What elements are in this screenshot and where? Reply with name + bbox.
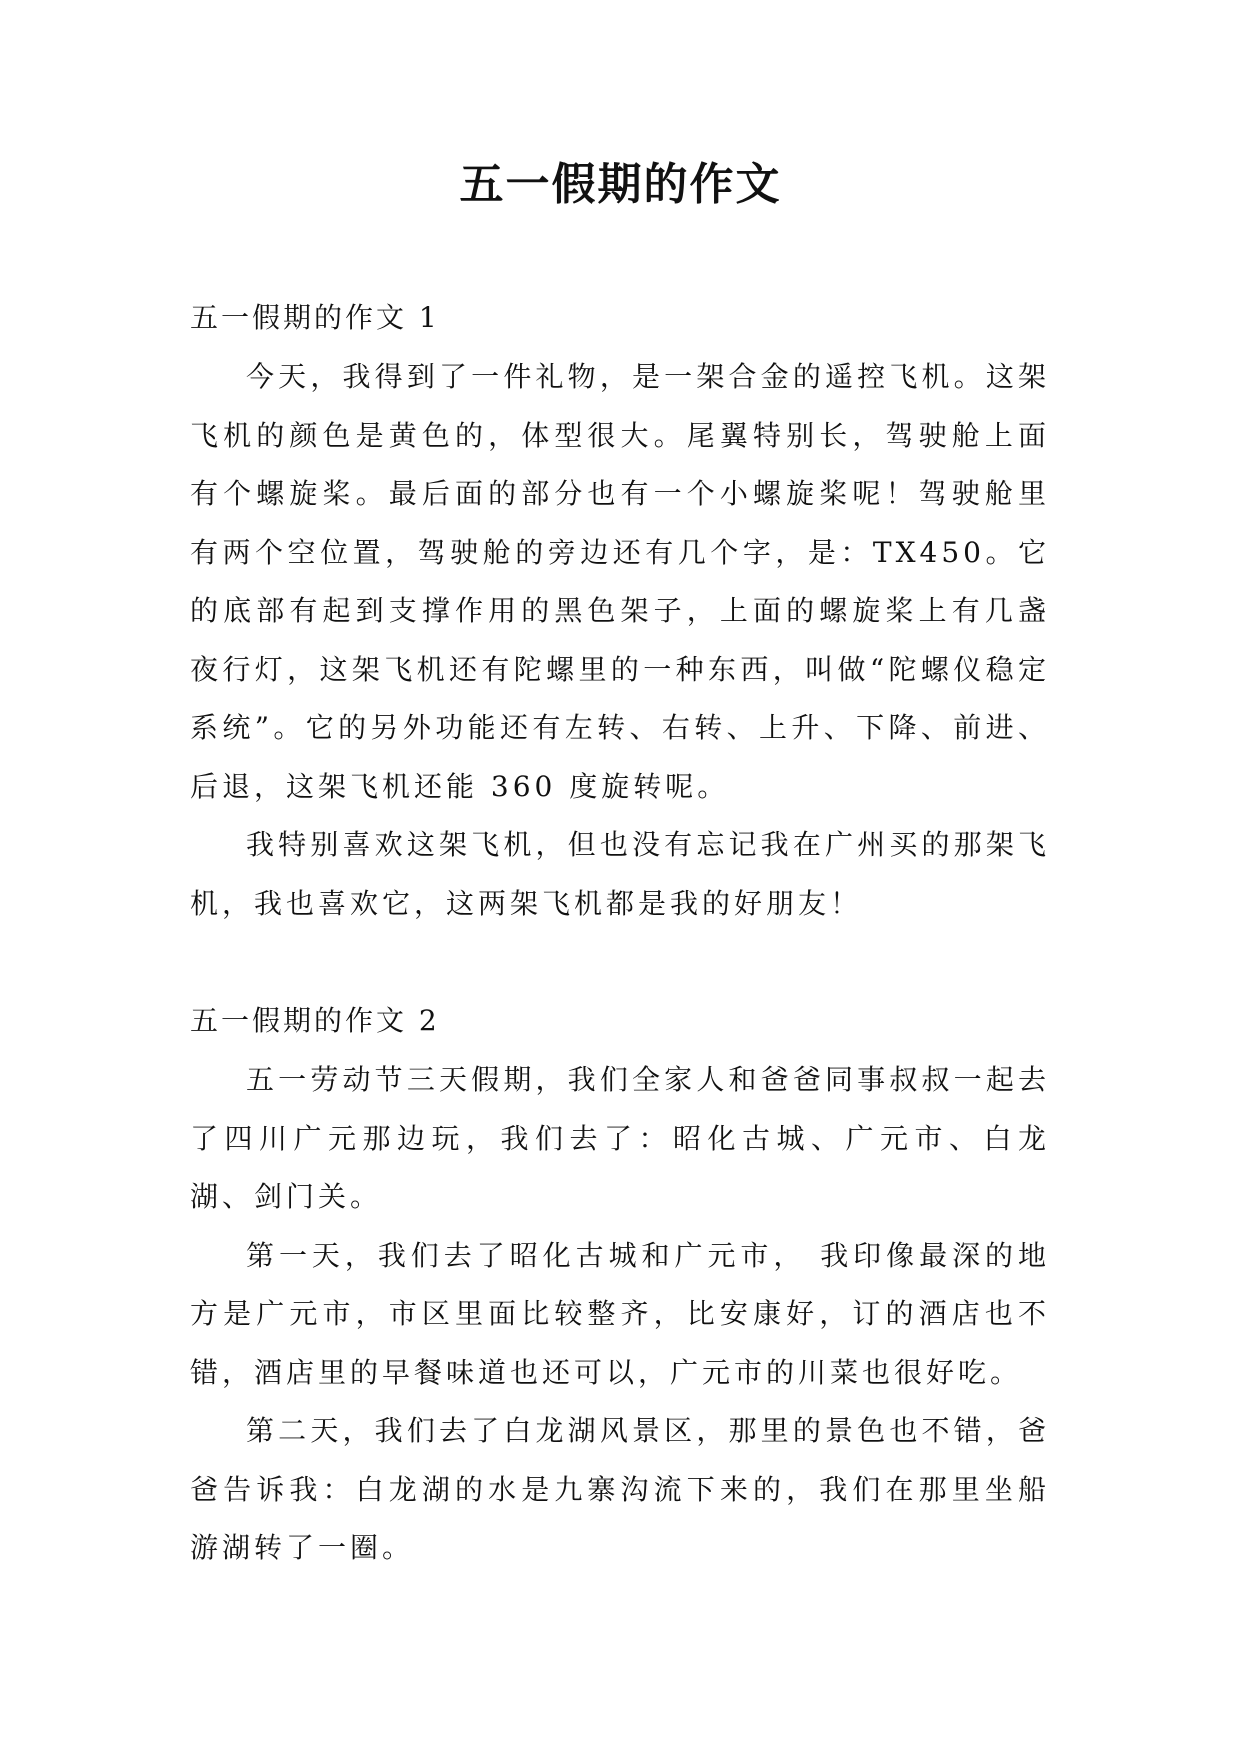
section-heading: 五一假期的作文 2 xyxy=(190,1004,440,1037)
section-spacer xyxy=(190,933,1050,991)
paragraph: 我特别喜欢这架飞机，但也没有忘记我在广州买的那架飞机，我也喜欢它，这两架飞机都是我的好朋友！ xyxy=(190,828,1050,920)
paragraph: 五一劳动节三天假期，我们全家人和爸爸同事叔叔一起去了四川广元那边玩，我们去了：昭化古城、广元市、白龙湖、剑门关。 xyxy=(190,1063,1050,1213)
section-heading: 五一假期的作文 1 xyxy=(190,301,440,334)
essay-section-2 xyxy=(190,991,1050,1578)
document-body xyxy=(190,288,1050,1578)
essay-section-1 xyxy=(190,288,1050,933)
paragraph: 第二天，我们去了白龙湖风景区，那里的景色也不错，爸爸告诉我：白龙湖的水是九寨沟流下来的，我们在那里坐船游湖转了一圈。 xyxy=(190,1414,1050,1564)
paragraph: 今天，我得到了一件礼物，是一架合金的遥控飞机。这架飞机的颜色是黄色的，体型很大。尾翼特别长，驾驶舱上面有个螺旋桨。最后面的部分也有一个小螺旋桨呢！驾驶舱里有两个空位置，驾驶舱的旁边还有几个字，是：TX450。它的底部有起到支撑作用的黑色架子，上面的螺旋桨上有几盏夜行灯，这架飞机还有陀螺里的一种东西，叫做“陀螺仪稳定系统”。它的另外功能还有左转、右转、上升、下降、前进、后退，这架飞机还能 360 度旋转呢。 xyxy=(190,360,1050,803)
document-title: 五一假期的作文 xyxy=(459,159,782,210)
paragraph: 第一天，我们去了昭化古城和广元市， 我印像最深的地方是广元市，市区里面比较整齐，比安康好，订的酒店也不错，酒店里的早餐味道也还可以，广元市的川菜也很好吃。 xyxy=(190,1238,1050,1389)
